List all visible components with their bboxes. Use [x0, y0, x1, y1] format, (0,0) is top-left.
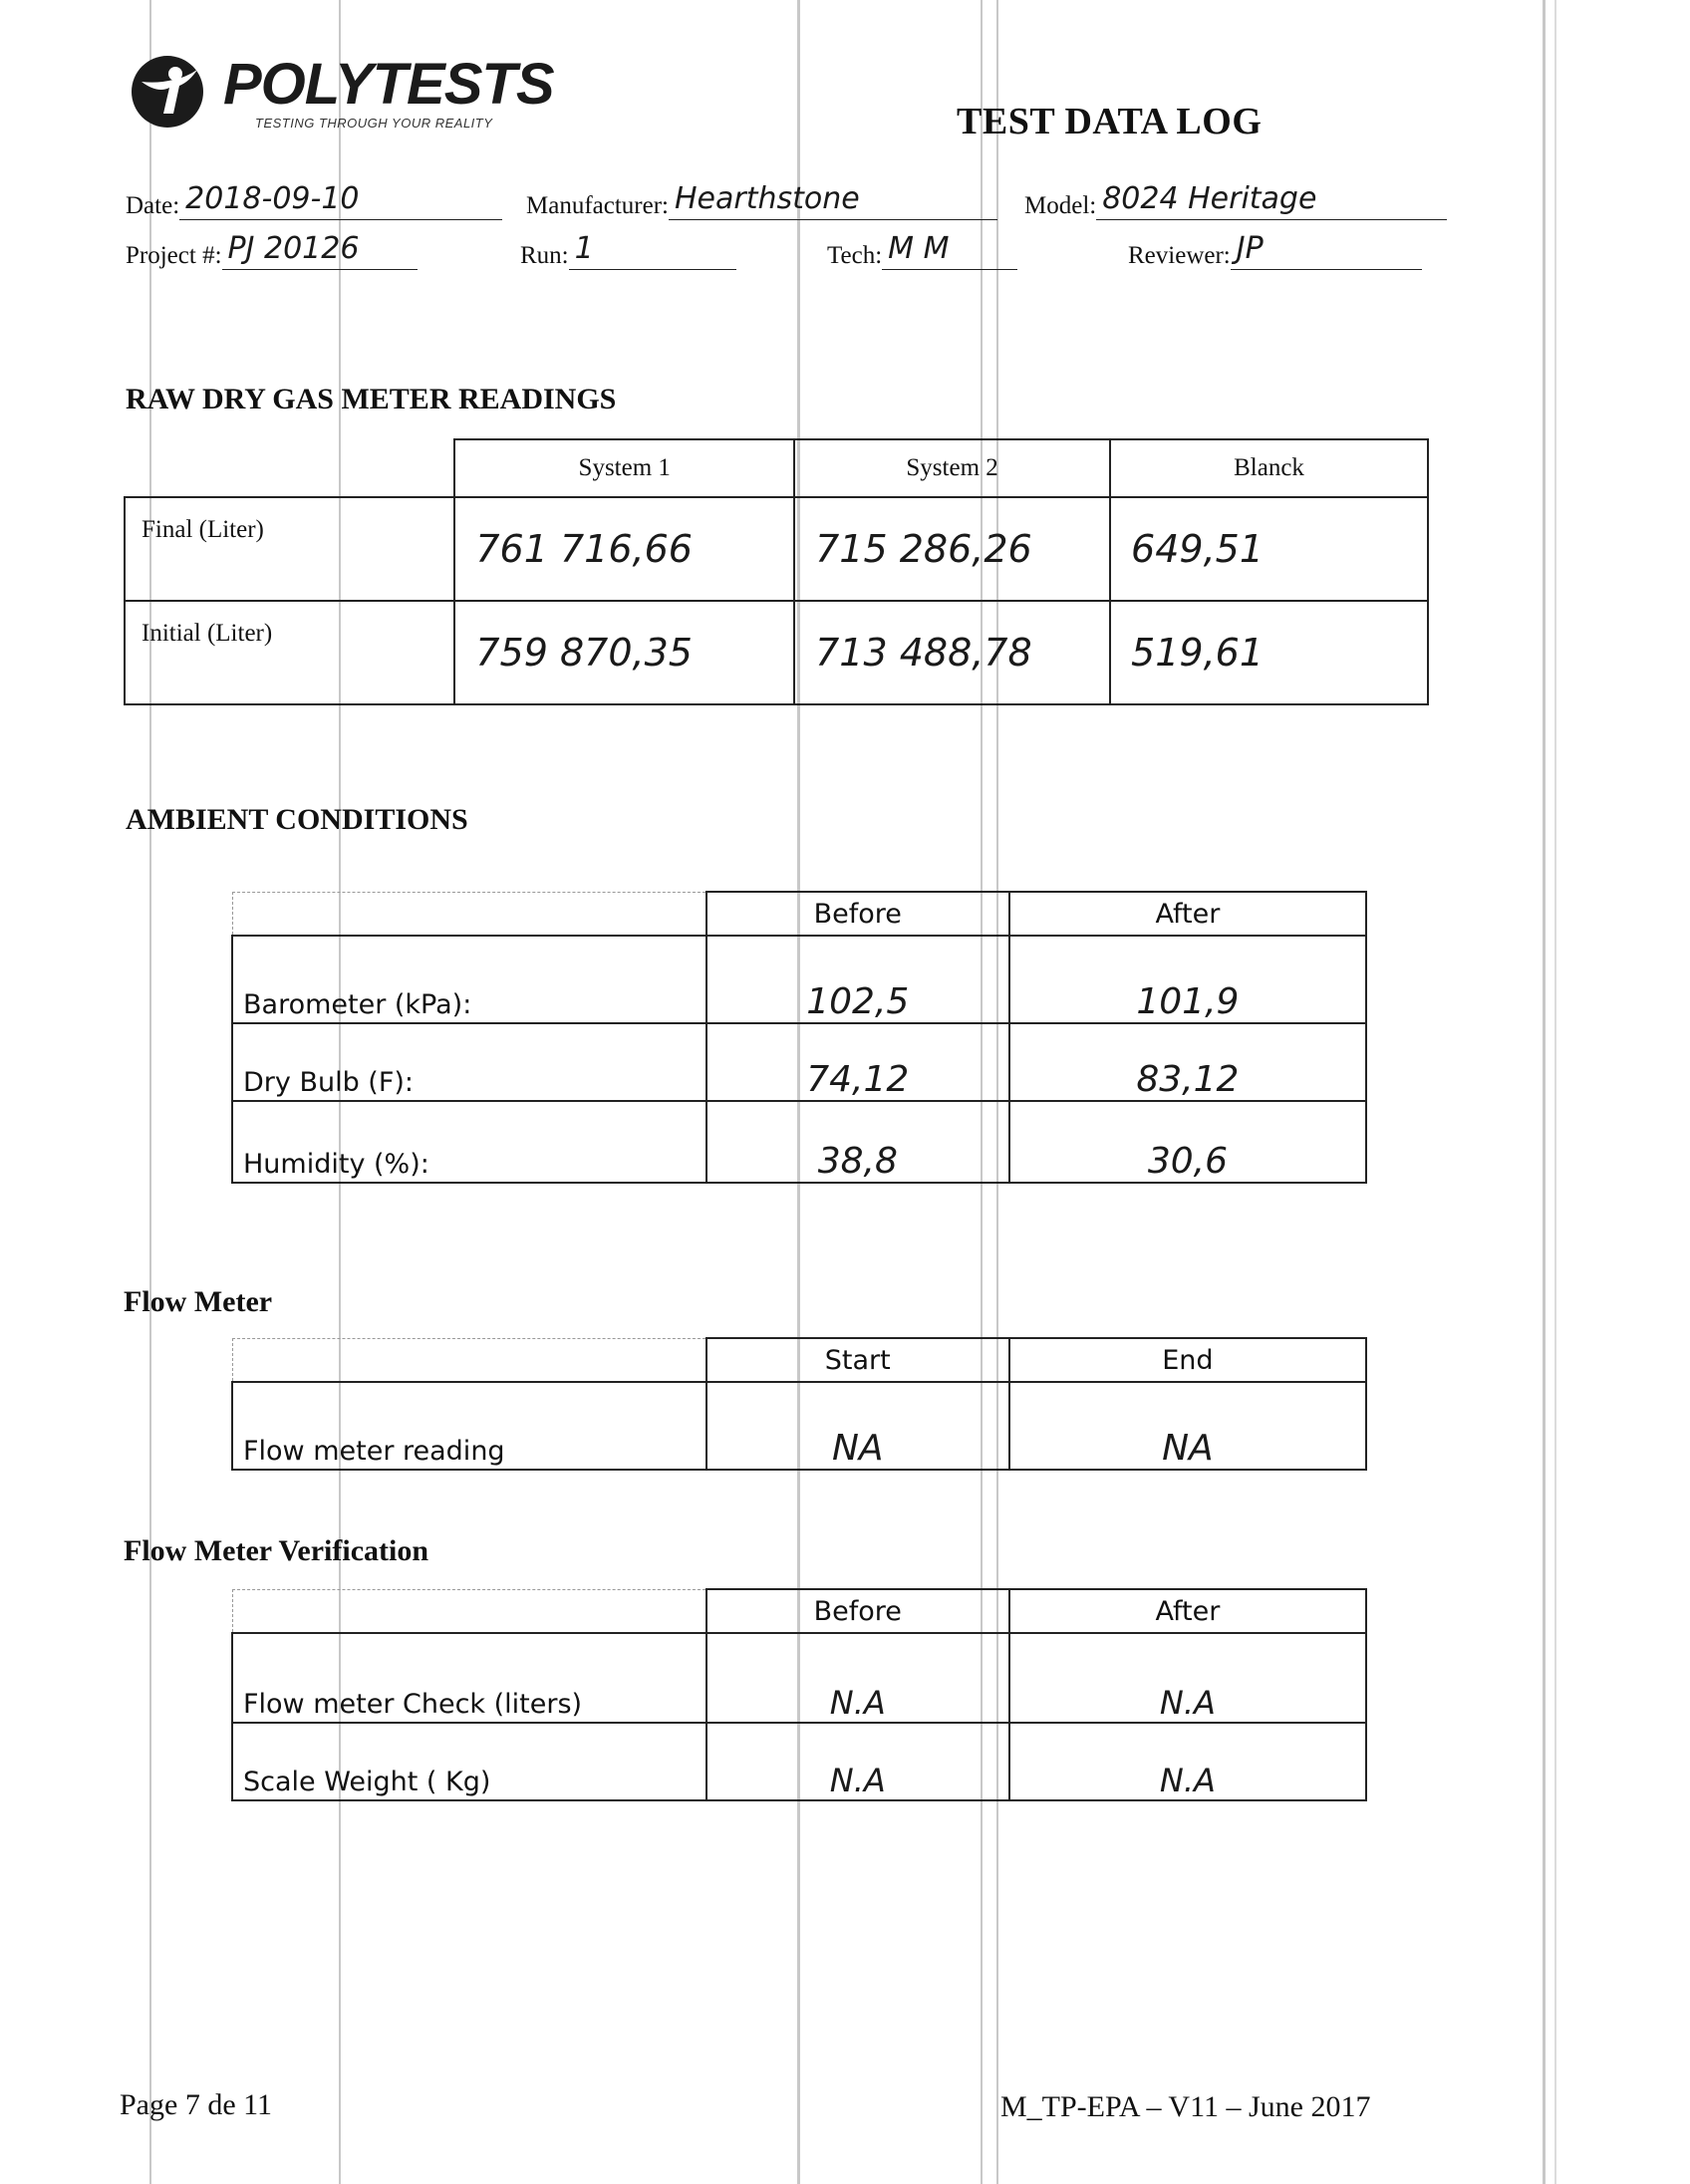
- model-value: 8024 Heritage: [1096, 179, 1447, 220]
- manufacturer-label: Manufacturer:: [526, 192, 669, 219]
- flow-section-title: Flow Meter: [124, 1285, 273, 1318]
- header-system-1: System 1: [454, 439, 794, 497]
- table-row: [232, 1723, 1366, 1800]
- reviewer-label: Reviewer:: [1128, 242, 1231, 269]
- raw-section-title: RAW DRY GAS METER READINGS: [126, 383, 617, 415]
- header-start: Start: [706, 1338, 1009, 1382]
- table-header-row: [232, 1338, 1366, 1382]
- run-field: [520, 229, 736, 270]
- row-label: Dry Bulb (F):: [232, 1023, 706, 1101]
- project-label: Project #:: [126, 242, 222, 269]
- date-value: 2018-09-10: [179, 179, 502, 220]
- humidity-after: 30,6: [1009, 1101, 1366, 1183]
- page-title: TEST DATA LOG: [957, 101, 1263, 142]
- tech-field: [827, 229, 1017, 270]
- barometer-before: 102,5: [706, 936, 1009, 1023]
- final-system-1: 761 716,66: [454, 497, 794, 601]
- run-label: Run:: [520, 242, 569, 269]
- table-corner: [232, 1589, 706, 1633]
- table-corner: [125, 439, 454, 497]
- dry-bulb-before: 74,12: [706, 1023, 1009, 1101]
- table-row: [232, 936, 1366, 1023]
- table-corner: [232, 892, 706, 936]
- document-id: M_TP-EPA – V11 – June 2017: [1000, 2090, 1371, 2123]
- scale-before: N.A: [706, 1723, 1009, 1800]
- table-row: [125, 497, 1428, 601]
- table-corner: [232, 1338, 706, 1382]
- table-header-row: [125, 439, 1428, 497]
- final-system-2: 715 286,26: [794, 497, 1110, 601]
- reviewer-field: [1128, 229, 1422, 270]
- table-header-row: [232, 1589, 1366, 1633]
- tech-value: M M: [882, 229, 1017, 270]
- manufacturer-field: [526, 179, 997, 220]
- dry-bulb-after: 83,12: [1009, 1023, 1366, 1101]
- barometer-after: 101,9: [1009, 936, 1366, 1023]
- row-label: Flow meter reading: [232, 1382, 706, 1470]
- humidity-before: 38,8: [706, 1101, 1009, 1183]
- flow-start: NA: [706, 1382, 1009, 1470]
- row-label: Humidity (%):: [232, 1101, 706, 1183]
- table-row: [232, 1382, 1366, 1470]
- check-after: N.A: [1009, 1633, 1366, 1723]
- page-number: Page 7 de 11: [120, 2088, 273, 2121]
- row-label: Initial (Liter): [125, 601, 454, 704]
- initial-blank: 519,61: [1110, 601, 1428, 704]
- model-field: [1024, 179, 1447, 220]
- initial-system-2: 713 488,78: [794, 601, 1110, 704]
- initial-system-1: 759 870,35: [454, 601, 794, 704]
- project-value: PJ 20126: [222, 229, 418, 270]
- row-label: Flow meter Check (liters): [232, 1633, 706, 1723]
- flow-verification-table: [231, 1588, 1367, 1801]
- flow-end: NA: [1009, 1382, 1366, 1470]
- row-label: Barometer (kPa):: [232, 936, 706, 1023]
- flow-meter-table: [231, 1337, 1367, 1471]
- date-label: Date:: [126, 192, 180, 219]
- reviewer-value: JP: [1231, 229, 1422, 270]
- raw-readings-table: [124, 438, 1429, 705]
- table-row: [232, 1633, 1366, 1723]
- header-before: Before: [706, 892, 1009, 936]
- header-system-2: System 2: [794, 439, 1110, 497]
- header-before: Before: [706, 1589, 1009, 1633]
- logo-tagline: TESTING THROUGH YOUR REALITY: [255, 116, 493, 131]
- model-label: Model:: [1024, 192, 1097, 219]
- table-header-row: [232, 892, 1366, 936]
- table-row: [125, 601, 1428, 704]
- row-label: Scale Weight ( Kg): [232, 1723, 706, 1800]
- row-label: Final (Liter): [125, 497, 454, 601]
- header-blank: Blanck: [1110, 439, 1428, 497]
- tech-label: Tech:: [827, 242, 883, 269]
- ambient-section-title: AMBIENT CONDITIONS: [126, 803, 468, 836]
- manufacturer-value: Hearthstone: [669, 179, 997, 220]
- scan-artifact-line: [1554, 0, 1556, 2184]
- verify-section-title: Flow Meter Verification: [124, 1534, 429, 1567]
- date-field: [126, 179, 502, 220]
- run-value: 1: [569, 229, 736, 270]
- header-after: After: [1009, 1589, 1366, 1633]
- table-row: [232, 1023, 1366, 1101]
- polytests-logo-icon: [128, 52, 207, 132]
- header-after: After: [1009, 892, 1366, 936]
- logo-wordmark: POLYTESTS: [223, 52, 554, 117]
- header-end: End: [1009, 1338, 1366, 1382]
- table-row: [232, 1101, 1366, 1183]
- scan-artifact-line: [1543, 0, 1546, 2184]
- company-logo: [128, 52, 566, 132]
- scan-artifact-line: [149, 0, 151, 2184]
- ambient-conditions-table: [231, 891, 1367, 1184]
- final-blank: 649,51: [1110, 497, 1428, 601]
- project-field: [126, 229, 418, 270]
- check-before: N.A: [706, 1633, 1009, 1723]
- scale-after: N.A: [1009, 1723, 1366, 1800]
